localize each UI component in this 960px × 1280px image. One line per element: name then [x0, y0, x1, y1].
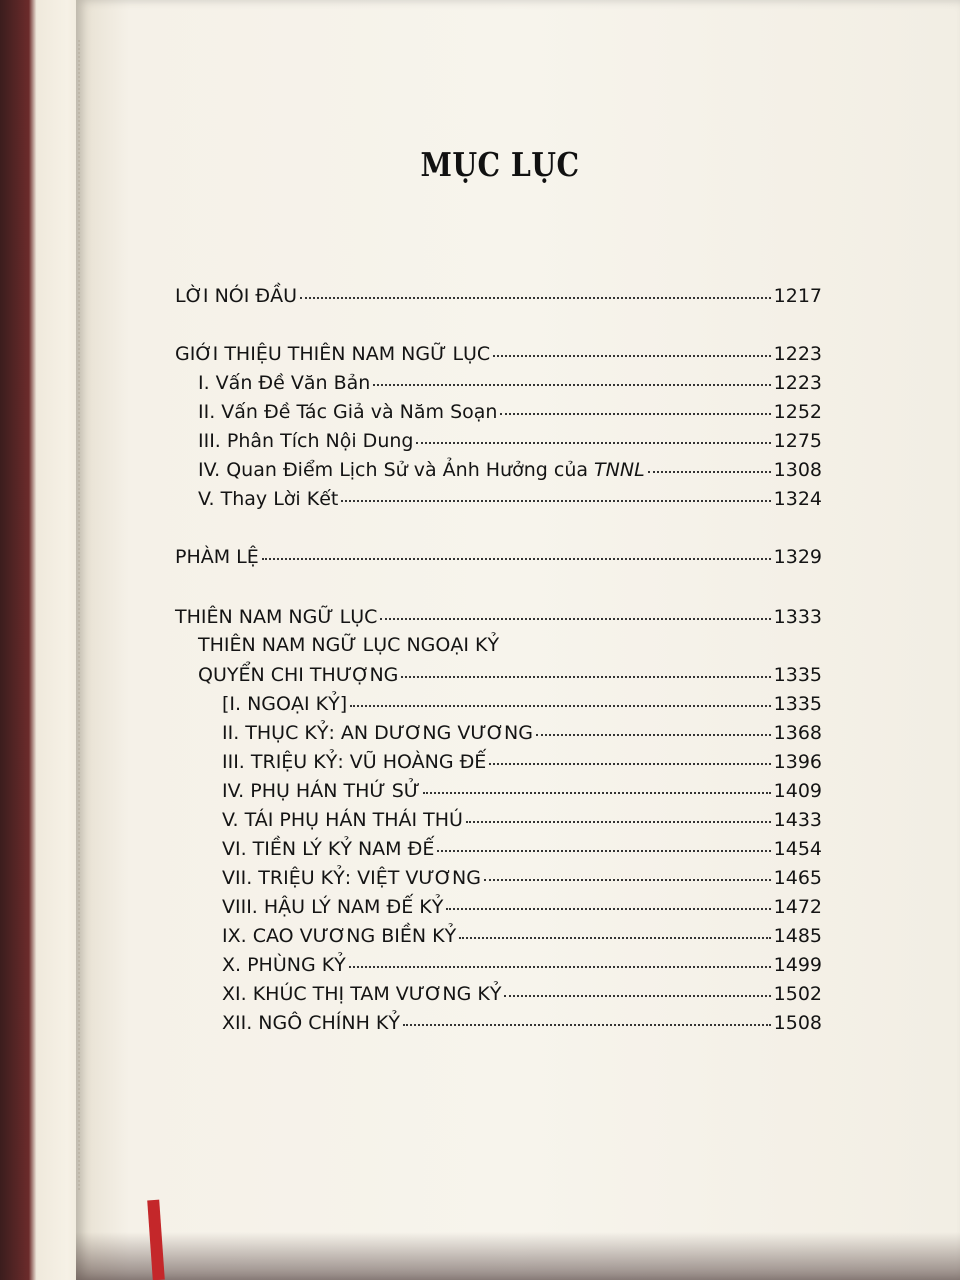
toc-entry-label: LỜI NÓI ĐẦU [175, 285, 298, 307]
toc-entry-chapter-11[interactable] [222, 983, 822, 1009]
toc-entry-page: 1252 [773, 401, 822, 423]
toc-entry-page: 1396 [773, 751, 822, 773]
toc-entry-label: GIỚI THIỆU THIÊN NAM NGỮ LỤC [175, 343, 491, 365]
toc-entry-page: 1472 [773, 896, 822, 918]
toc-entry-page: 1409 [773, 780, 822, 802]
toc-entry-ngoai-ky-heading[interactable] [198, 634, 822, 660]
toc-entry-label: IX. CAO VƯƠNG BIỀN KỶ [222, 925, 457, 947]
toc-entry-label: THIÊN NAM NGỮ LỤC NGOẠI KỶ [198, 634, 500, 656]
toc-entry-chapter-9[interactable] [222, 925, 822, 951]
leader-dots [504, 995, 770, 997]
toc-entry-label: III. TRIỆU KỶ: VŨ HOÀNG ĐẾ [222, 751, 487, 773]
toc-entry-page: 1217 [773, 285, 822, 307]
leader-dots [380, 618, 770, 620]
leader-dots [373, 384, 770, 386]
leader-dots [493, 355, 770, 357]
toc-entry-label: V. TÁI PHỤ HÁN THÁI THÚ [222, 809, 463, 831]
toc-entry-page: 1465 [773, 867, 822, 889]
toc-entry-label: IV. PHỤ HÁN THỨ SỬ [222, 780, 421, 802]
leader-dots [484, 879, 771, 881]
toc-entry-page: 1333 [773, 606, 822, 628]
toc-entry-chapter-4[interactable] [222, 780, 822, 806]
leader-dots [489, 763, 770, 765]
toc-entry-gioi-thieu[interactable] [175, 343, 822, 369]
toc-entry-loi-noi-dau[interactable] [175, 285, 822, 311]
leader-dots [349, 966, 771, 968]
toc-entry-chapter-12[interactable] [222, 1012, 822, 1038]
toc-entry-page: 1508 [773, 1012, 822, 1034]
toc-entry-label: I. Vấn Đề Văn Bản [198, 372, 371, 394]
leader-dots [403, 1024, 771, 1026]
toc-entry-label: [I. NGOẠI KỶ] [222, 693, 348, 715]
toc-entry-label: XI. KHÚC THỊ TAM VƯƠNG KỶ [222, 983, 502, 1005]
toc-entry-label: XII. NGÔ CHÍNH KỶ [222, 1012, 400, 1034]
toc-entry-page: 1324 [773, 488, 822, 510]
toc-entry-label: VIII. HẬU LÝ NAM ĐẾ KỶ [222, 896, 444, 918]
toc-entry-thay-loi-ket[interactable] [198, 488, 822, 514]
toc-entry-label: V. Thay Lời Kết [198, 488, 339, 510]
leader-dots [536, 734, 771, 736]
toc-entry-page: 1433 [773, 809, 822, 831]
leader-dots [446, 908, 770, 910]
leader-dots [341, 500, 770, 502]
page-title: MỤC LỤC [420, 145, 580, 184]
toc-entry-page: 1223 [773, 372, 822, 394]
toc-entry-page: 1485 [773, 925, 822, 947]
toc-entry-page: 1454 [773, 838, 822, 860]
toc-entry-van-de-van-ban[interactable] [198, 372, 822, 398]
toc-entry-thien-nam-ngu-luc[interactable] [175, 606, 822, 632]
toc-entry-chapter-5[interactable] [222, 809, 822, 835]
toc-entry-label: X. PHÙNG KỶ [222, 954, 346, 976]
toc-entry-page: 1329 [773, 546, 822, 568]
leader-dots [466, 821, 771, 823]
toc-entry-page: 1499 [773, 954, 822, 976]
toc-entry-page: 1502 [773, 983, 822, 1005]
toc-entry-tac-gia[interactable] [198, 401, 822, 427]
leader-dots [401, 676, 770, 678]
leader-dots [416, 442, 770, 444]
leader-dots [459, 937, 770, 939]
leader-dots [300, 297, 771, 299]
toc-entry-chapter-8[interactable] [222, 896, 822, 922]
toc-entry-chapter-7[interactable] [222, 867, 822, 893]
toc-entry-page: 1275 [773, 430, 822, 452]
toc-entry-page: 1223 [773, 343, 822, 365]
leader-dots [500, 413, 770, 415]
toc-entry-label: QUYỂN CHI THƯỢNG [198, 664, 399, 686]
toc-entry-label: THIÊN NAM NGỮ LỤC [175, 606, 378, 628]
toc-entry-label: II. THỤC KỶ: AN DƯƠNG VƯƠNG [222, 722, 533, 744]
toc-entry-label: III. Phân Tích Nội Dung [198, 430, 414, 452]
toc-entry-page: 1368 [773, 722, 822, 744]
toc-entry-noi-dung[interactable] [198, 430, 822, 456]
toc-entry-chapter-6[interactable] [222, 838, 822, 864]
toc-entry-chapter-10[interactable] [222, 954, 822, 980]
toc-entry-page: 1335 [773, 664, 822, 686]
toc-entry-chapter-3[interactable] [222, 751, 822, 777]
leader-dots [437, 850, 770, 852]
toc-entry-quan-diem[interactable] [198, 459, 822, 485]
toc-entry-label: IV. Quan Điểm Lịch Sử và Ảnh Hưởng của TNNL [198, 459, 645, 481]
toc-entry-chapter-2[interactable] [222, 722, 822, 748]
leader-dots [350, 705, 771, 707]
toc-entry-label: PHÀM LỆ [175, 546, 259, 568]
toc-entry-quyen-chi-thuong[interactable] [198, 664, 822, 690]
toc-entry-label: II. Vấn Đề Tác Giả và Năm Soạn [198, 401, 498, 423]
leader-dots [648, 471, 771, 473]
toc-entry-page: 1335 [773, 693, 822, 715]
toc-entry-label-italic: TNNL [594, 459, 645, 481]
toc-entry-label: VII. TRIỆU KỶ: VIỆT VƯƠNG [222, 867, 481, 889]
toc-entry-chapter-1[interactable] [222, 693, 822, 719]
toc-entry-label: VI. TIỀN LÝ KỶ NAM ĐẾ [222, 838, 435, 860]
toc-entry-page: 1308 [773, 459, 822, 481]
leader-dots [262, 558, 771, 560]
toc-entry-pham-le[interactable] [175, 546, 822, 572]
leader-dots [423, 792, 771, 794]
